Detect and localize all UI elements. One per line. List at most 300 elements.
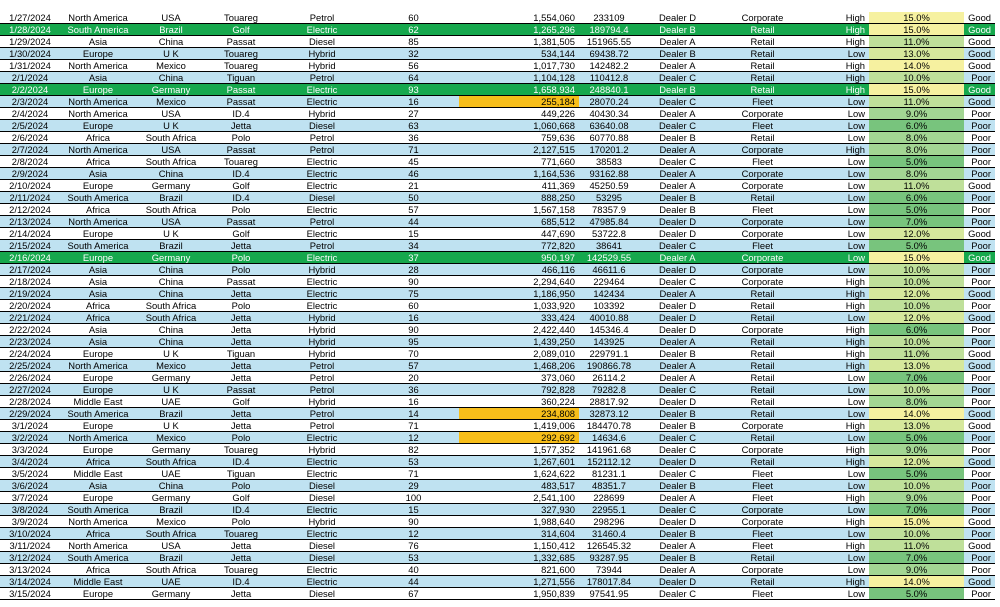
revenue-cell[interactable]: 1,017,730 — [459, 60, 579, 72]
country-cell[interactable]: U K — [136, 228, 206, 240]
model-cell[interactable]: Passat — [206, 144, 276, 156]
model-cell[interactable]: Polo — [206, 204, 276, 216]
profit-cell[interactable]: 184470.78 — [579, 420, 639, 432]
rating-cell[interactable]: Poor — [964, 120, 995, 132]
revenue-cell[interactable]: 1,658,934 — [459, 84, 579, 96]
channel-cell[interactable]: Retail — [716, 48, 809, 60]
rate-cell[interactable]: 10.0% — [869, 336, 964, 348]
model-cell[interactable]: Jetta — [206, 240, 276, 252]
profit-cell[interactable]: 141961.68 — [579, 444, 639, 456]
country-cell[interactable]: Mexico — [136, 96, 206, 108]
dealer-cell[interactable]: Dealer A — [639, 288, 716, 300]
revenue-cell[interactable]: 447,690 — [459, 228, 579, 240]
rate-cell[interactable]: 14.0% — [869, 576, 964, 588]
rate-cell[interactable]: 11.0% — [869, 540, 964, 552]
channel-cell[interactable]: Corporate — [716, 168, 809, 180]
table-row[interactable] — [0, 420, 995, 432]
rating-cell[interactable]: Good — [964, 420, 995, 432]
country-cell[interactable]: Germany — [136, 372, 206, 384]
units-cell[interactable]: 44 — [368, 576, 459, 588]
region-cell[interactable]: Asia — [60, 288, 136, 300]
demand-cell[interactable]: High — [809, 288, 869, 300]
units-cell[interactable]: 71 — [368, 144, 459, 156]
region-cell[interactable]: Europe — [60, 84, 136, 96]
rate-cell[interactable]: 9.0% — [869, 444, 964, 456]
table-row[interactable] — [0, 108, 995, 120]
date-cell[interactable]: 2/1/2024 — [0, 72, 60, 84]
country-cell[interactable]: Germany — [136, 84, 206, 96]
revenue-cell[interactable]: 327,930 — [459, 504, 579, 516]
country-cell[interactable]: South Africa — [136, 564, 206, 576]
profit-cell[interactable]: 110412.8 — [579, 72, 639, 84]
dealer-cell[interactable]: Dealer A — [639, 336, 716, 348]
revenue-cell[interactable]: 2,541,100 — [459, 492, 579, 504]
date-cell[interactable]: 3/13/2024 — [0, 564, 60, 576]
fuel-cell[interactable]: Hybrid — [276, 312, 368, 324]
rating-cell[interactable]: Poor — [964, 72, 995, 84]
region-cell[interactable]: Africa — [60, 204, 136, 216]
fuel-cell[interactable]: Hybrid — [276, 516, 368, 528]
rate-cell[interactable]: 5.0% — [869, 240, 964, 252]
fuel-cell[interactable]: Electric — [276, 24, 368, 36]
profit-cell[interactable]: 32873.12 — [579, 408, 639, 420]
rate-cell[interactable]: 15.0% — [869, 516, 964, 528]
revenue-cell[interactable]: 373,060 — [459, 372, 579, 384]
demand-cell[interactable]: High — [809, 444, 869, 456]
table-row[interactable] — [0, 588, 995, 600]
rate-cell[interactable]: 6.0% — [869, 324, 964, 336]
table-row[interactable] — [0, 12, 995, 24]
table-row[interactable] — [0, 300, 995, 312]
rating-cell[interactable]: Poor — [964, 192, 995, 204]
dealer-cell[interactable]: Dealer C — [639, 156, 716, 168]
channel-cell[interactable]: Corporate — [716, 276, 809, 288]
rate-cell[interactable]: 6.0% — [869, 192, 964, 204]
country-cell[interactable]: Germany — [136, 492, 206, 504]
rating-cell[interactable]: Poor — [964, 168, 995, 180]
model-cell[interactable]: Tiguan — [206, 72, 276, 84]
rate-cell[interactable]: 15.0% — [869, 12, 964, 24]
rating-cell[interactable]: Poor — [964, 480, 995, 492]
profit-cell[interactable]: 189794.4 — [579, 24, 639, 36]
region-cell[interactable]: Europe — [60, 384, 136, 396]
rate-cell[interactable]: 15.0% — [869, 24, 964, 36]
demand-cell[interactable]: High — [809, 540, 869, 552]
demand-cell[interactable]: High — [809, 324, 869, 336]
units-cell[interactable]: 90 — [368, 516, 459, 528]
model-cell[interactable]: Passat — [206, 84, 276, 96]
revenue-cell[interactable]: 1,332,685 — [459, 552, 579, 564]
dealer-cell[interactable]: Dealer A — [639, 180, 716, 192]
dealer-cell[interactable]: Dealer B — [639, 84, 716, 96]
channel-cell[interactable]: Corporate — [716, 108, 809, 120]
demand-cell[interactable]: Low — [809, 468, 869, 480]
model-cell[interactable]: Jetta — [206, 312, 276, 324]
profit-cell[interactable]: 229464 — [579, 276, 639, 288]
channel-cell[interactable]: Corporate — [716, 444, 809, 456]
region-cell[interactable]: Asia — [60, 168, 136, 180]
revenue-cell[interactable]: 2,089,010 — [459, 348, 579, 360]
demand-cell[interactable]: High — [809, 60, 869, 72]
fuel-cell[interactable]: Electric — [276, 204, 368, 216]
units-cell[interactable]: 70 — [368, 348, 459, 360]
rate-cell[interactable]: 9.0% — [869, 564, 964, 576]
table-row[interactable] — [0, 564, 995, 576]
rate-cell[interactable]: 8.0% — [869, 396, 964, 408]
rating-cell[interactable]: Good — [964, 36, 995, 48]
dealer-cell[interactable]: Dealer B — [639, 204, 716, 216]
rating-cell[interactable]: Poor — [964, 372, 995, 384]
fuel-cell[interactable]: Diesel — [276, 588, 368, 600]
table-row[interactable] — [0, 276, 995, 288]
revenue-cell[interactable]: 292,692 — [459, 432, 579, 444]
region-cell[interactable]: North America — [60, 12, 136, 24]
fuel-cell[interactable]: Electric — [276, 276, 368, 288]
dealer-cell[interactable]: Dealer B — [639, 480, 716, 492]
demand-cell[interactable]: Low — [809, 204, 869, 216]
rate-cell[interactable]: 9.0% — [869, 108, 964, 120]
revenue-cell[interactable]: 314,604 — [459, 528, 579, 540]
date-cell[interactable]: 1/30/2024 — [0, 48, 60, 60]
date-cell[interactable]: 2/4/2024 — [0, 108, 60, 120]
region-cell[interactable]: Middle East — [60, 576, 136, 588]
fuel-cell[interactable]: Diesel — [276, 552, 368, 564]
rating-cell[interactable]: Poor — [964, 264, 995, 276]
units-cell[interactable]: 60 — [368, 300, 459, 312]
channel-cell[interactable]: Retail — [716, 300, 809, 312]
model-cell[interactable]: Jetta — [206, 372, 276, 384]
region-cell[interactable]: Africa — [60, 156, 136, 168]
model-cell[interactable]: Polo — [206, 516, 276, 528]
date-cell[interactable]: 3/6/2024 — [0, 480, 60, 492]
revenue-cell[interactable]: 950,197 — [459, 252, 579, 264]
dealer-cell[interactable]: Dealer B — [639, 420, 716, 432]
units-cell[interactable]: 53 — [368, 552, 459, 564]
fuel-cell[interactable]: Hybrid — [276, 336, 368, 348]
dealer-cell[interactable]: Dealer C — [639, 96, 716, 108]
revenue-cell[interactable]: 685,512 — [459, 216, 579, 228]
country-cell[interactable]: China — [136, 36, 206, 48]
demand-cell[interactable]: High — [809, 456, 869, 468]
profit-cell[interactable]: 46611.6 — [579, 264, 639, 276]
region-cell[interactable]: South America — [60, 240, 136, 252]
model-cell[interactable]: Tiguan — [206, 348, 276, 360]
date-cell[interactable]: 3/7/2024 — [0, 492, 60, 504]
fuel-cell[interactable]: Diesel — [276, 540, 368, 552]
rate-cell[interactable]: 10.0% — [869, 480, 964, 492]
date-cell[interactable]: 3/5/2024 — [0, 468, 60, 480]
demand-cell[interactable]: Low — [809, 528, 869, 540]
rate-cell[interactable]: 9.0% — [869, 492, 964, 504]
model-cell[interactable]: Jetta — [206, 120, 276, 132]
dealer-cell[interactable]: Dealer C — [639, 72, 716, 84]
revenue-cell[interactable]: 1,381,505 — [459, 36, 579, 48]
channel-cell[interactable]: Fleet — [716, 528, 809, 540]
profit-cell[interactable]: 14634.6 — [579, 432, 639, 444]
rating-cell[interactable]: Poor — [964, 468, 995, 480]
country-cell[interactable]: South Africa — [136, 456, 206, 468]
table-row[interactable] — [0, 456, 995, 468]
units-cell[interactable]: 12 — [368, 528, 459, 540]
profit-cell[interactable]: 103392 — [579, 300, 639, 312]
channel-cell[interactable]: Corporate — [716, 516, 809, 528]
units-cell[interactable]: 21 — [368, 180, 459, 192]
region-cell[interactable]: North America — [60, 108, 136, 120]
table-row[interactable] — [0, 360, 995, 372]
revenue-cell[interactable]: 1,950,839 — [459, 588, 579, 600]
units-cell[interactable]: 100 — [368, 492, 459, 504]
demand-cell[interactable]: High — [809, 144, 869, 156]
table-row[interactable] — [0, 444, 995, 456]
rate-cell[interactable]: 11.0% — [869, 36, 964, 48]
rate-cell[interactable]: 5.0% — [869, 432, 964, 444]
units-cell[interactable]: 76 — [368, 540, 459, 552]
rate-cell[interactable]: 11.0% — [869, 180, 964, 192]
model-cell[interactable]: Jetta — [206, 324, 276, 336]
profit-cell[interactable]: 229791.1 — [579, 348, 639, 360]
date-cell[interactable]: 2/26/2024 — [0, 372, 60, 384]
demand-cell[interactable]: High — [809, 300, 869, 312]
revenue-cell[interactable]: 1,439,250 — [459, 336, 579, 348]
model-cell[interactable]: Passat — [206, 96, 276, 108]
revenue-cell[interactable]: 1,271,556 — [459, 576, 579, 588]
dealer-cell[interactable]: Dealer D — [639, 228, 716, 240]
rating-cell[interactable]: Poor — [964, 432, 995, 444]
model-cell[interactable]: ID.4 — [206, 168, 276, 180]
table-row[interactable] — [0, 252, 995, 264]
dealer-cell[interactable]: Dealer A — [639, 108, 716, 120]
channel-cell[interactable]: Retail — [716, 348, 809, 360]
model-cell[interactable]: Golf — [206, 396, 276, 408]
units-cell[interactable]: 56 — [368, 60, 459, 72]
model-cell[interactable]: Polo — [206, 300, 276, 312]
table-row[interactable] — [0, 528, 995, 540]
model-cell[interactable]: Touareg — [206, 12, 276, 24]
rating-cell[interactable]: Poor — [964, 216, 995, 228]
demand-cell[interactable]: Low — [809, 120, 869, 132]
country-cell[interactable]: Brazil — [136, 192, 206, 204]
revenue-cell[interactable]: 821,600 — [459, 564, 579, 576]
profit-cell[interactable]: 152112.12 — [579, 456, 639, 468]
profit-cell[interactable]: 73944 — [579, 564, 639, 576]
table-row[interactable] — [0, 384, 995, 396]
table-row[interactable] — [0, 540, 995, 552]
region-cell[interactable]: South America — [60, 408, 136, 420]
channel-cell[interactable]: Corporate — [716, 324, 809, 336]
date-cell[interactable]: 3/15/2024 — [0, 588, 60, 600]
units-cell[interactable]: 15 — [368, 228, 459, 240]
demand-cell[interactable]: Low — [809, 228, 869, 240]
profit-cell[interactable]: 28817.92 — [579, 396, 639, 408]
table-row[interactable] — [0, 576, 995, 588]
profit-cell[interactable]: 45250.59 — [579, 180, 639, 192]
region-cell[interactable]: Europe — [60, 588, 136, 600]
channel-cell[interactable]: Retail — [716, 576, 809, 588]
units-cell[interactable]: 71 — [368, 468, 459, 480]
region-cell[interactable]: Africa — [60, 312, 136, 324]
model-cell[interactable]: Golf — [206, 228, 276, 240]
model-cell[interactable]: Passat — [206, 216, 276, 228]
revenue-cell[interactable]: 1,104,128 — [459, 72, 579, 84]
country-cell[interactable]: South Africa — [136, 528, 206, 540]
table-row[interactable] — [0, 132, 995, 144]
date-cell[interactable]: 2/11/2024 — [0, 192, 60, 204]
rating-cell[interactable]: Poor — [964, 564, 995, 576]
country-cell[interactable]: China — [136, 336, 206, 348]
revenue-cell[interactable]: 771,660 — [459, 156, 579, 168]
rate-cell[interactable]: 7.0% — [869, 216, 964, 228]
profit-cell[interactable]: 170201.2 — [579, 144, 639, 156]
demand-cell[interactable]: High — [809, 12, 869, 24]
profit-cell[interactable]: 142482.2 — [579, 60, 639, 72]
table-row[interactable] — [0, 60, 995, 72]
country-cell[interactable]: UAE — [136, 396, 206, 408]
units-cell[interactable]: 28 — [368, 264, 459, 276]
profit-cell[interactable]: 22955.1 — [579, 504, 639, 516]
fuel-cell[interactable]: Petrol — [276, 132, 368, 144]
date-cell[interactable]: 2/21/2024 — [0, 312, 60, 324]
model-cell[interactable]: ID.4 — [206, 576, 276, 588]
profit-cell[interactable]: 38583 — [579, 156, 639, 168]
units-cell[interactable]: 93 — [368, 84, 459, 96]
dealer-cell[interactable]: Dealer A — [639, 144, 716, 156]
rating-cell[interactable]: Poor — [964, 528, 995, 540]
fuel-cell[interactable]: Petrol — [276, 372, 368, 384]
dealer-cell[interactable]: Dealer A — [639, 60, 716, 72]
region-cell[interactable]: Middle East — [60, 396, 136, 408]
demand-cell[interactable]: Low — [809, 384, 869, 396]
date-cell[interactable]: 2/25/2024 — [0, 360, 60, 372]
date-cell[interactable]: 3/2/2024 — [0, 432, 60, 444]
units-cell[interactable]: 57 — [368, 204, 459, 216]
rate-cell[interactable]: 11.0% — [869, 96, 964, 108]
channel-cell[interactable]: Retail — [716, 552, 809, 564]
region-cell[interactable]: Africa — [60, 528, 136, 540]
channel-cell[interactable]: Corporate — [716, 228, 809, 240]
dealer-cell[interactable]: Dealer A — [639, 492, 716, 504]
rate-cell[interactable]: 12.0% — [869, 312, 964, 324]
country-cell[interactable]: South Africa — [136, 156, 206, 168]
units-cell[interactable]: 20 — [368, 372, 459, 384]
rate-cell[interactable]: 14.0% — [869, 408, 964, 420]
rate-cell[interactable]: 14.0% — [869, 60, 964, 72]
date-cell[interactable]: 1/31/2024 — [0, 60, 60, 72]
model-cell[interactable]: Touareg — [206, 60, 276, 72]
channel-cell[interactable]: Fleet — [716, 492, 809, 504]
region-cell[interactable]: South America — [60, 552, 136, 564]
region-cell[interactable]: Europe — [60, 348, 136, 360]
rate-cell[interactable]: 8.0% — [869, 144, 964, 156]
profit-cell[interactable]: 298296 — [579, 516, 639, 528]
units-cell[interactable]: 63 — [368, 120, 459, 132]
profit-cell[interactable]: 26114.2 — [579, 372, 639, 384]
country-cell[interactable]: U K — [136, 120, 206, 132]
units-cell[interactable]: 16 — [368, 312, 459, 324]
region-cell[interactable]: Europe — [60, 420, 136, 432]
country-cell[interactable]: South Africa — [136, 132, 206, 144]
demand-cell[interactable]: Low — [809, 264, 869, 276]
rating-cell[interactable]: Good — [964, 408, 995, 420]
region-cell[interactable]: North America — [60, 360, 136, 372]
model-cell[interactable]: Passat — [206, 276, 276, 288]
units-cell[interactable]: 57 — [368, 360, 459, 372]
units-cell[interactable]: 64 — [368, 72, 459, 84]
dealer-cell[interactable]: Dealer A — [639, 36, 716, 48]
units-cell[interactable]: 46 — [368, 168, 459, 180]
channel-cell[interactable]: Corporate — [716, 144, 809, 156]
table-row[interactable] — [0, 48, 995, 60]
revenue-cell[interactable]: 759,636 — [459, 132, 579, 144]
model-cell[interactable]: Jetta — [206, 552, 276, 564]
channel-cell[interactable]: Retail — [716, 360, 809, 372]
fuel-cell[interactable]: Electric — [276, 468, 368, 480]
revenue-cell[interactable]: 1,164,536 — [459, 168, 579, 180]
demand-cell[interactable]: Low — [809, 96, 869, 108]
demand-cell[interactable]: High — [809, 72, 869, 84]
model-cell[interactable]: Passat — [206, 36, 276, 48]
date-cell[interactable]: 1/27/2024 — [0, 12, 60, 24]
units-cell[interactable]: 60 — [368, 12, 459, 24]
country-cell[interactable]: UAE — [136, 468, 206, 480]
table-row[interactable] — [0, 228, 995, 240]
channel-cell[interactable]: Retail — [716, 84, 809, 96]
date-cell[interactable]: 3/1/2024 — [0, 420, 60, 432]
profit-cell[interactable]: 126545.32 — [579, 540, 639, 552]
table-row[interactable] — [0, 24, 995, 36]
fuel-cell[interactable]: Hybrid — [276, 108, 368, 120]
fuel-cell[interactable]: Petrol — [276, 360, 368, 372]
region-cell[interactable]: Europe — [60, 444, 136, 456]
units-cell[interactable]: 53 — [368, 456, 459, 468]
channel-cell[interactable]: Fleet — [716, 96, 809, 108]
date-cell[interactable]: 1/29/2024 — [0, 36, 60, 48]
channel-cell[interactable]: Corporate — [716, 420, 809, 432]
units-cell[interactable]: 75 — [368, 288, 459, 300]
country-cell[interactable]: Mexico — [136, 360, 206, 372]
region-cell[interactable]: Africa — [60, 300, 136, 312]
rate-cell[interactable]: 15.0% — [869, 252, 964, 264]
date-cell[interactable]: 2/20/2024 — [0, 300, 60, 312]
dealer-cell[interactable]: Dealer D — [639, 12, 716, 24]
dealer-cell[interactable]: Dealer B — [639, 48, 716, 60]
revenue-cell[interactable]: 1,033,920 — [459, 300, 579, 312]
rating-cell[interactable]: Good — [964, 24, 995, 36]
date-cell[interactable]: 2/27/2024 — [0, 384, 60, 396]
rating-cell[interactable]: Poor — [964, 132, 995, 144]
demand-cell[interactable]: High — [809, 84, 869, 96]
rating-cell[interactable]: Good — [964, 576, 995, 588]
rate-cell[interactable]: 12.0% — [869, 228, 964, 240]
channel-cell[interactable]: Fleet — [716, 468, 809, 480]
channel-cell[interactable]: Retail — [716, 132, 809, 144]
fuel-cell[interactable]: Hybrid — [276, 60, 368, 72]
profit-cell[interactable]: 60770.88 — [579, 132, 639, 144]
channel-cell[interactable]: Corporate — [716, 12, 809, 24]
date-cell[interactable]: 2/10/2024 — [0, 180, 60, 192]
channel-cell[interactable]: Retail — [716, 396, 809, 408]
model-cell[interactable]: Polo — [206, 264, 276, 276]
table-row[interactable] — [0, 396, 995, 408]
model-cell[interactable]: Jetta — [206, 420, 276, 432]
rate-cell[interactable]: 10.0% — [869, 72, 964, 84]
units-cell[interactable]: 95 — [368, 336, 459, 348]
date-cell[interactable]: 3/4/2024 — [0, 456, 60, 468]
region-cell[interactable]: South America — [60, 24, 136, 36]
revenue-cell[interactable]: 1,186,950 — [459, 288, 579, 300]
revenue-cell[interactable]: 466,116 — [459, 264, 579, 276]
rating-cell[interactable]: Poor — [964, 276, 995, 288]
table-row[interactable] — [0, 204, 995, 216]
